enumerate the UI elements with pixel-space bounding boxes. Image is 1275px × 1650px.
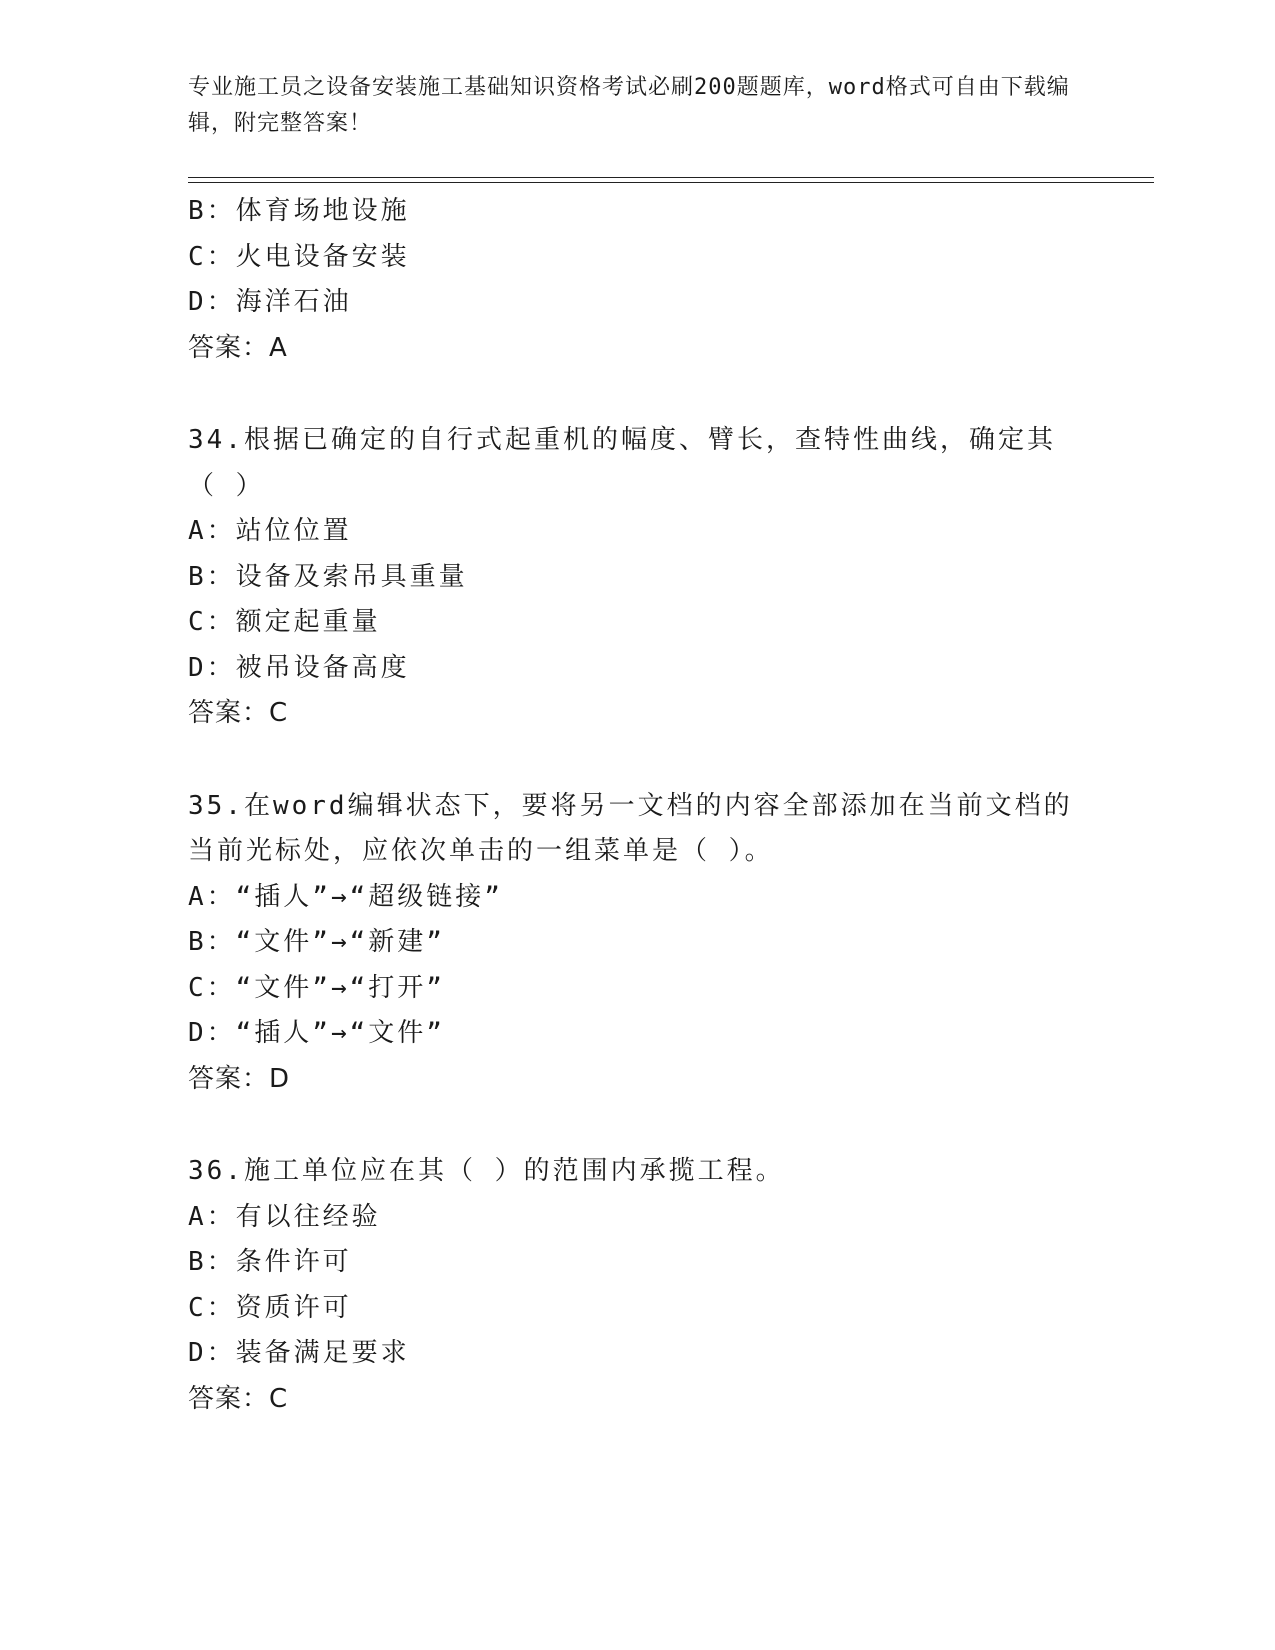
answer-line: 答案：C (188, 698, 289, 728)
option-c: C：“文件”→“打开” (188, 972, 445, 1003)
answer-line: 答案：A (188, 332, 288, 363)
option-d: D：海洋石油 (188, 287, 352, 317)
option-c: C：火电设备安装 (188, 241, 410, 272)
option-d: D：“插人”→“文件” (188, 1018, 445, 1048)
document-header (188, 70, 1078, 142)
spacer (188, 737, 1078, 784)
option-b: B：体育场地设施 (188, 196, 410, 226)
question-stem: 35.在word编辑状态下，要将另一文档的内容全部添加在当前文档的当前光标处，应依次单击的一组菜单是（ ）。 (188, 790, 1073, 866)
question-stem: 36.施工单位应在其（ ）的范围内承揽工程。 (188, 1156, 785, 1186)
question-36 (188, 1149, 1078, 1422)
spacer (188, 371, 1078, 418)
option-d: D：装备满足要求 (188, 1338, 410, 1368)
option-b: B：条件许可 (188, 1247, 352, 1277)
answer-line: 答案：C (188, 1383, 289, 1414)
option-a: A：有以往经验 (188, 1201, 381, 1232)
answer-line: 答案：D (188, 1063, 291, 1094)
option-b: B：“文件”→“新建” (188, 927, 445, 957)
question-35 (188, 784, 1078, 1103)
option-c: C：资质许可 (188, 1292, 352, 1323)
question-stem: 34.根据已确定的自行式起重机的幅度、臂长，查特性曲线，确定其（ ） (188, 425, 1056, 501)
previous-question-block (188, 189, 1078, 371)
option-b: B：设备及索吊具重量 (188, 561, 468, 592)
spacer (188, 1102, 1078, 1149)
header-divider-bottom (188, 182, 1154, 183)
option-a: A：“插人”→“超级链接” (188, 881, 503, 912)
option-a: A：站位位置 (188, 516, 352, 546)
option-c: C：额定起重量 (188, 607, 381, 637)
header-title: 专业施工员之设备安装施工基础知识资格考试必刷200题题库，word格式可自由下载编辑，附完整答案！ (188, 75, 1070, 136)
header-divider-top (188, 177, 1154, 178)
question-34 (188, 418, 1078, 737)
option-d: D：被吊设备高度 (188, 652, 410, 683)
question-list (188, 189, 1078, 1422)
